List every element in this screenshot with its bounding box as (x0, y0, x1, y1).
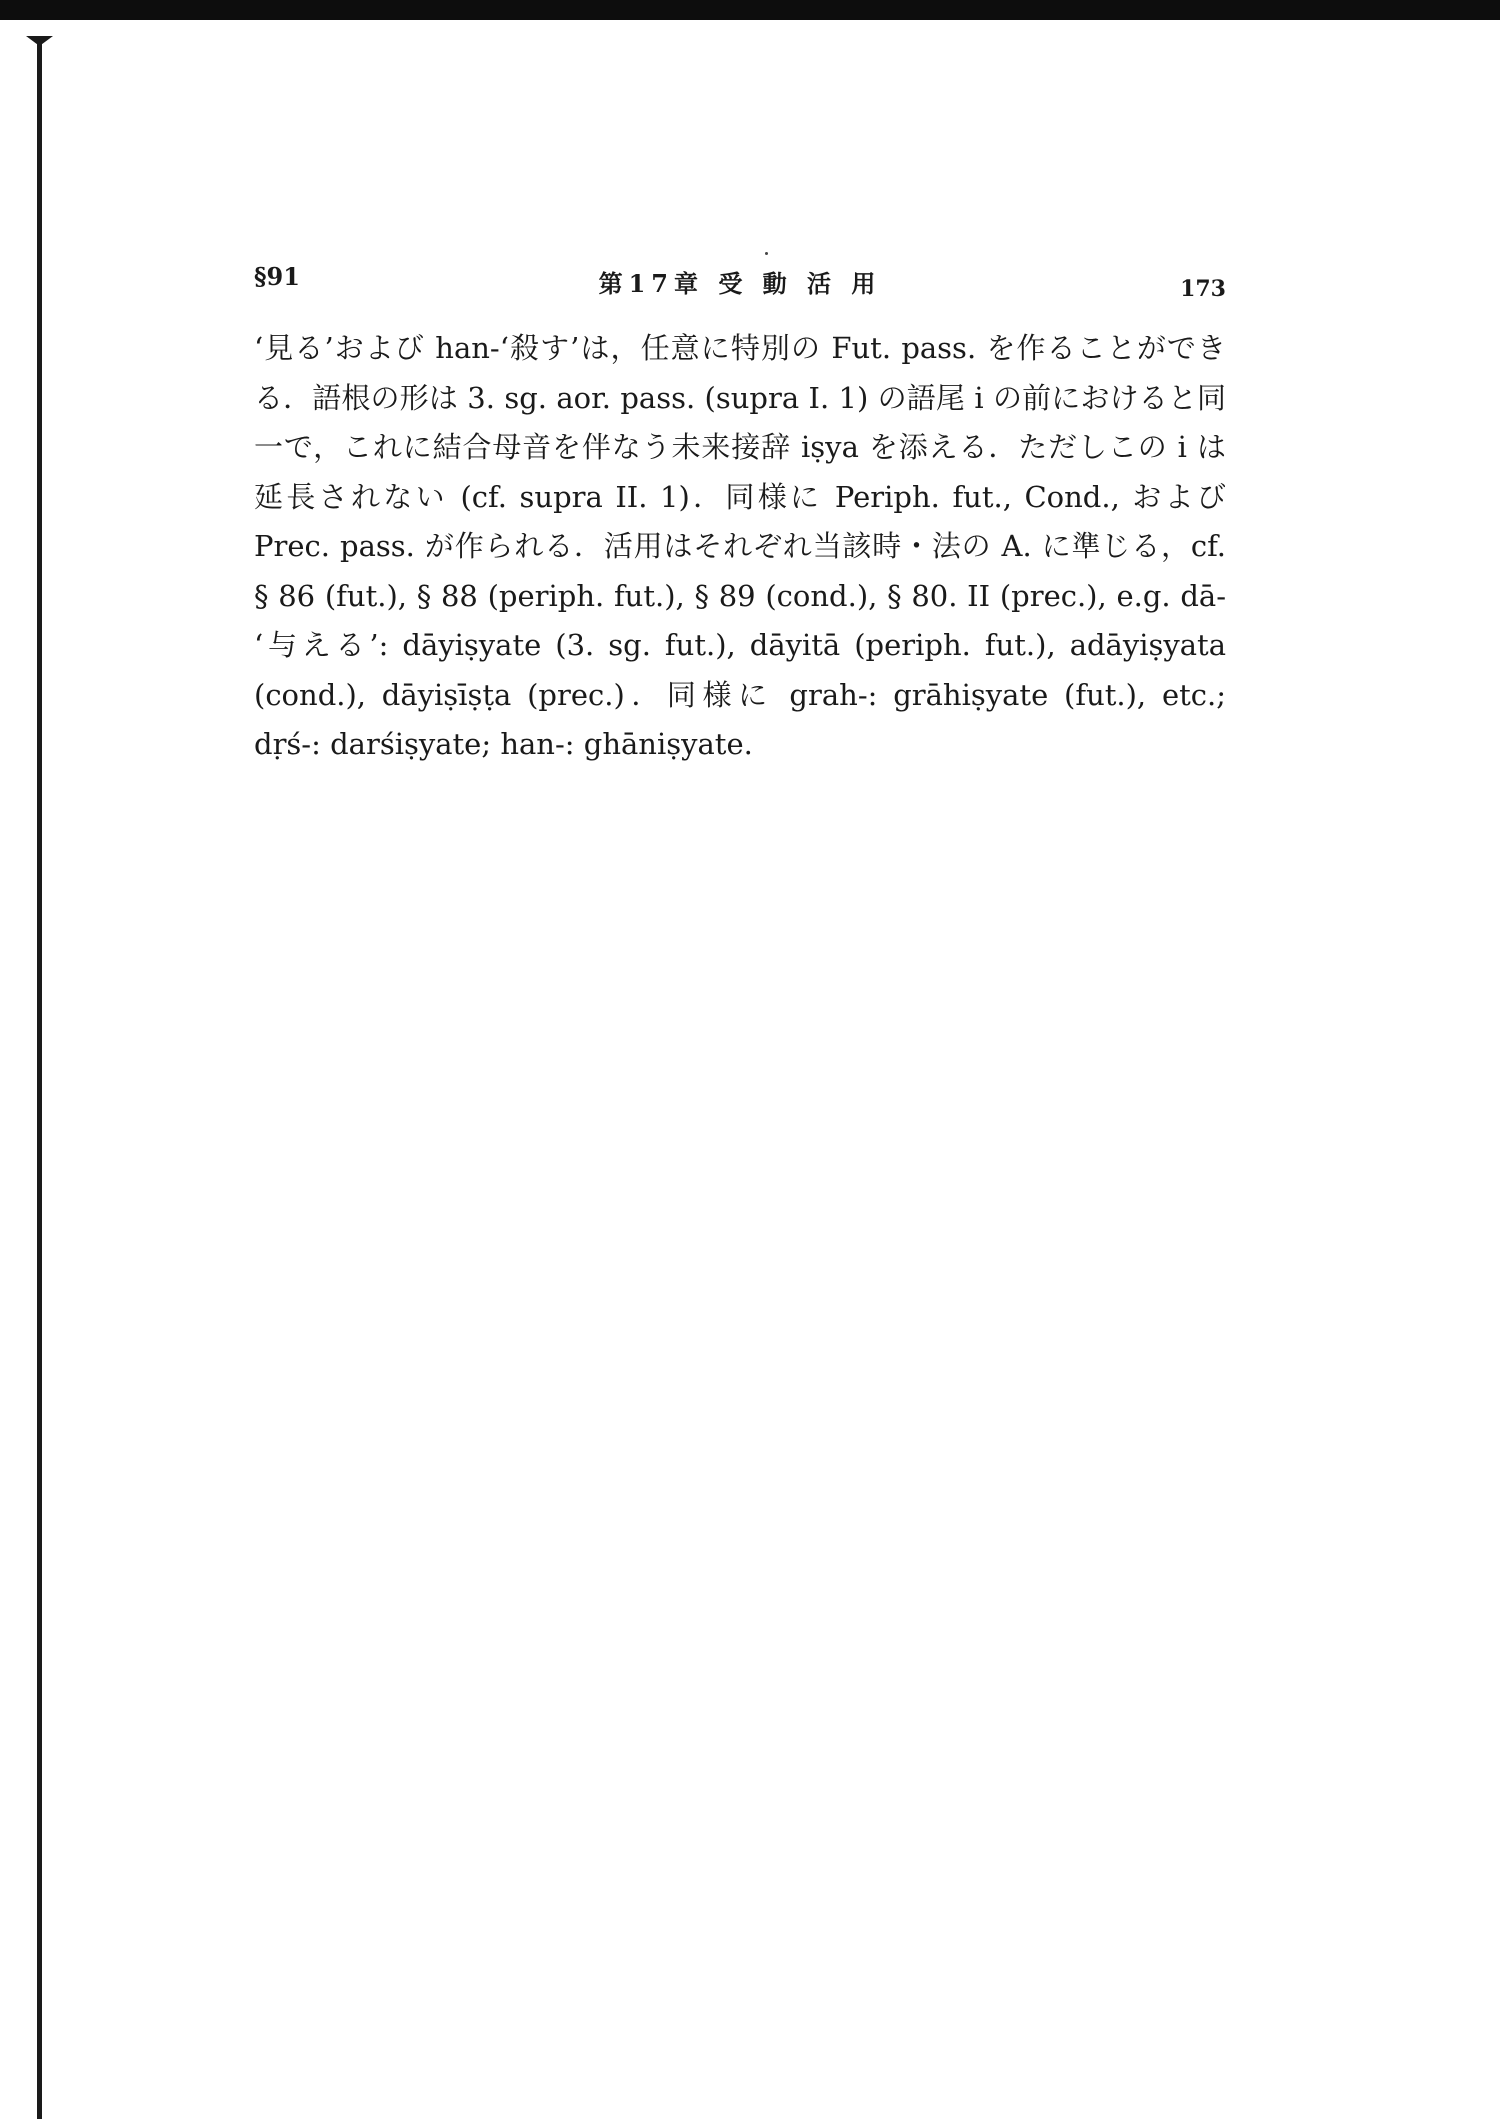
body-paragraph: ‘見る’および han-‘殺す’は，任意に特別の Fut. pass. を作ることができる．語根の形は 3. sg. aor. pass. (supra I. 1) の語尾 i の前におけると同一で，これに結合母音を伴なう未来接辞 iṣya を添える．ただしこの i は延長されない (cf. supra II. 1)．同様に Periph. fut., Cond., および Prec. pass. が作られる．活用はそれぞれ当該時・法の A. に準じる，cf. § 86 (fut.), § 88 (periph. fut.), § 89 (cond.), § 80. II (prec.), e.g. dā- ‘与える’: dāyiṣyate (3. sg. fut.), dāyitā (periph. fut.), adāyiṣyata (cond.), dāyiṣīṣṭa (prec.)．同様に grah-: grāhiṣyate (fut.), etc.; dṛś-: darśiṣyate; han-: ghāniṣyate. (254, 331, 1226, 761)
scan-speck (765, 252, 768, 255)
section-number: §91 (254, 262, 300, 291)
running-head (254, 262, 1226, 302)
page-number: 173 (1180, 276, 1226, 302)
scan-top-border (0, 0, 1500, 20)
chapter-title: 第17章 受 動 活 用 (598, 269, 882, 298)
scan-left-edge (37, 40, 42, 2119)
